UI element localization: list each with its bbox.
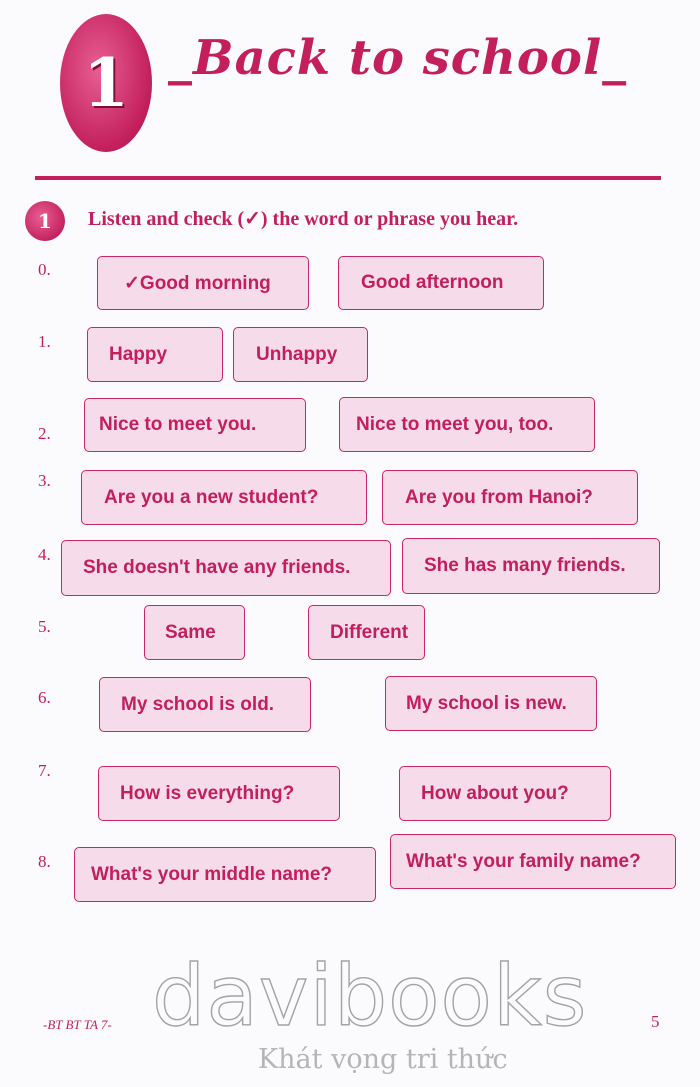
option-6-b[interactable]: My school is new. — [385, 676, 597, 731]
option-2-a[interactable]: Nice to meet you. — [84, 398, 306, 452]
exercise-number: 1 — [38, 209, 52, 233]
option-3-b[interactable]: Are you from Hanoi? — [382, 470, 638, 525]
footer-book-code: -BT BT TA 7- — [43, 1017, 112, 1032]
watermark-brand: davibooks — [152, 947, 588, 1045]
exercise-instruction: Listen and check (✓) the word or phrase you hear. — [88, 208, 519, 230]
item-number-2: 2. — [38, 424, 51, 443]
option-1-a[interactable]: Happy — [87, 327, 223, 382]
page-number: 5 — [651, 1012, 660, 1031]
item-number-5: 5. — [38, 617, 51, 636]
option-5-b[interactable]: Different — [308, 605, 425, 660]
option-5-a[interactable]: Same — [144, 605, 245, 660]
exercise-number-badge — [25, 201, 65, 241]
option-6-a[interactable]: My school is old. — [99, 677, 311, 732]
option-8-a[interactable]: What's your middle name? — [74, 847, 376, 902]
item-number-6: 6. — [38, 688, 51, 707]
item-number-3: 3. — [38, 471, 51, 490]
header-divider — [35, 176, 661, 180]
unit-number-badge — [60, 14, 152, 152]
item-number-8: 8. — [38, 852, 51, 871]
unit-title: _Back to school_ — [168, 30, 628, 86]
option-0-a[interactable]: ✓Good morning — [97, 256, 309, 310]
option-0-b[interactable]: Good afternoon — [338, 256, 544, 310]
option-3-a[interactable]: Are you a new student? — [81, 470, 367, 525]
option-1-b[interactable]: Unhappy — [233, 327, 368, 382]
option-7-a[interactable]: How is everything? — [98, 766, 340, 821]
item-number-1: 1. — [38, 332, 51, 351]
item-number-4: 4. — [38, 545, 51, 564]
option-4-a[interactable]: She doesn't have any friends. — [61, 540, 391, 596]
item-number-0: 0. — [38, 260, 51, 279]
item-number-7: 7. — [38, 761, 51, 780]
option-4-b[interactable]: She has many friends. — [402, 538, 660, 594]
option-8-b[interactable]: What's your family name? — [390, 834, 676, 889]
option-7-b[interactable]: How about you? — [399, 766, 611, 821]
option-2-b[interactable]: Nice to meet you, too. — [339, 397, 595, 452]
unit-number: 1 — [83, 44, 129, 122]
watermark-tagline: Khát vọng tri thức — [258, 1044, 508, 1075]
